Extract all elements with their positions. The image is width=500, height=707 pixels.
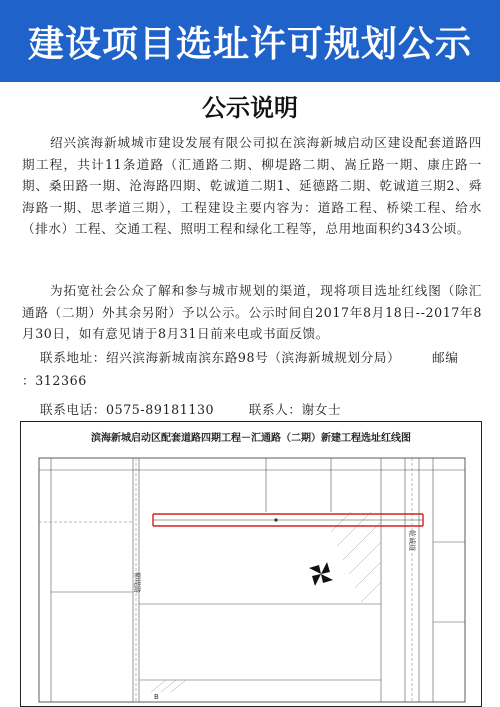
person-value: 谢女士 (301, 402, 342, 417)
notice-title: 公示说明 (202, 94, 298, 122)
postcode-value: ：312366 (22, 373, 87, 388)
address-value: 绍兴滨海新城南滨东路98号（滨海新城规划分局） (105, 350, 401, 365)
phone-label: 联系电话： (40, 402, 106, 417)
map-title: 滨海新城启动区配套道路四期工程－汇通路（二期）新建工程选址红线图 (91, 433, 411, 444)
postcode-label: 邮编 (432, 350, 459, 365)
contact-phone-line (22, 399, 500, 418)
notice-paragraph-1: 绍兴滨海新城城市建设发展有限公司拟在滨海新城启动区建设配套道路四期工程，共计11条道路（汇通路二期、柳堤路二期、嵩丘路一期、康庄路一期、桑田路一期、沧海路四期、乾诚道二期1、延德路二期、乾诚道三期2、舜海路一期、思孝道三期），工程建设主要内容为：道路工程、桥梁工程、给水（排水）工程、交通工程、照明工程和绿化工程等，总用地面积约343公顷。 (22, 135, 482, 236)
road-label-left: 柳堤路 (133, 572, 141, 593)
phone-value: 0575-89181130 (105, 402, 215, 417)
contact-postcode-line (22, 370, 482, 389)
map-frame (39, 458, 465, 702)
map-blocks (39, 458, 465, 702)
road-marker (274, 518, 277, 521)
header-banner (0, 0, 500, 82)
map-drawing (21, 422, 481, 706)
point-label: B (154, 693, 159, 701)
banner-title: 建设项目选址许可规划公示 (27, 23, 472, 65)
person-label: 联系人： (248, 402, 302, 417)
road-centerlines (39, 458, 412, 702)
site-map (20, 421, 482, 707)
address-label: 联系地址： (40, 350, 106, 365)
road-label-right: 乾诚道 (408, 530, 416, 551)
contact-address-line (22, 347, 500, 366)
hatched-area (151, 512, 381, 692)
north-arrow-icon (309, 562, 333, 586)
notice-paragraph-2: 为拓宽社会公众了解和参与城市规划的渠道，现将项目选址红线图（除汇通路（二期）外其余另附）予以公示。公示时间自2017年8月18日--2017年8月30日，如有意见请于8月31日前来电或书面反馈。 (22, 283, 482, 341)
